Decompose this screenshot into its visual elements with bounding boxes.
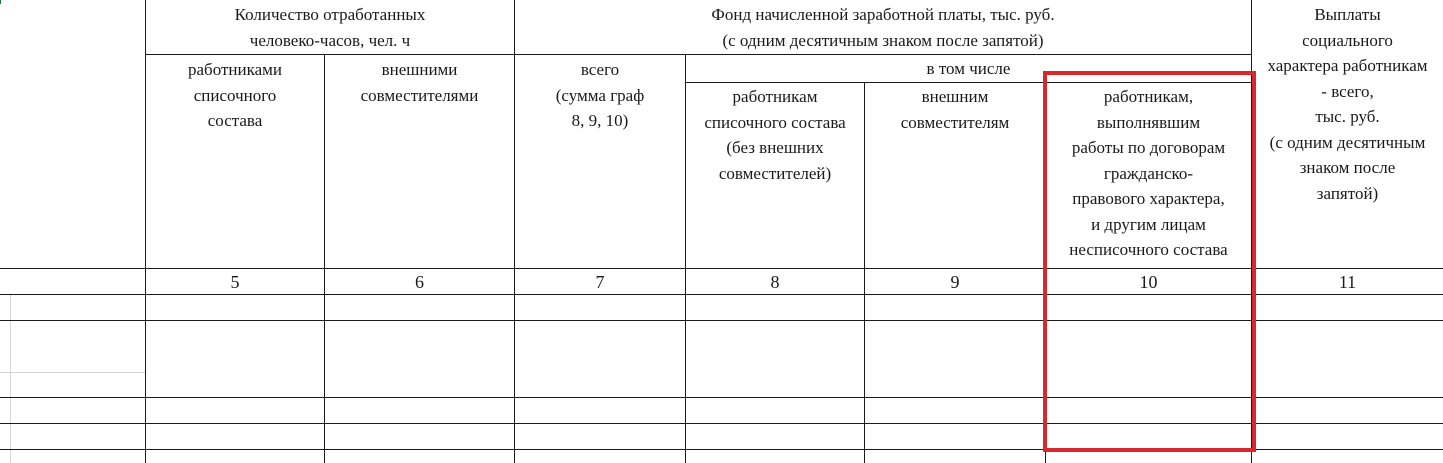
header-col-6: внешними совместителями — [360, 60, 479, 105]
header-col-10: работникам, выполнявшим работы по договорам гражданско- правового характера, и другим лицам несписочного состава — [1069, 87, 1228, 259]
cell-cursor-accent — [0, 0, 1, 4]
column-number-10: 10 — [1139, 272, 1158, 292]
header-hours-worked: Количество отработанных человеко-часов, чел. ч — [234, 5, 426, 50]
column-number-9: 9 — [950, 272, 960, 292]
header-col-9: внешним совместителям — [900, 87, 1010, 132]
column-number-11: 11 — [1338, 272, 1357, 292]
header-col-5: работниками списочного состава — [188, 60, 282, 130]
row-rule — [145, 54, 1251, 55]
header-col-11: Выплаты социального характера работникам - всего, тыс. руб. (с одним десятичным знаком после запятой) — [1267, 5, 1428, 203]
header-col-8: работникам списочного состава (без внешних совместителей) — [704, 87, 846, 183]
header-including: в том числе — [926, 59, 1011, 78]
column-number-5: 5 — [230, 272, 240, 292]
column-number-6: 6 — [415, 272, 424, 292]
column-number-8: 8 — [770, 272, 780, 292]
highlight-box-column-10 — [1043, 71, 1256, 452]
column-number-7: 7 — [595, 272, 605, 292]
gridline — [0, 372, 145, 373]
header-col-7: всего (сумма граф 8, 9, 10) — [555, 60, 645, 130]
header-wage-fund: Фонд начисленной заработной платы, тыс. руб. (с одним десятичным знаком после запятой) — [711, 5, 1055, 50]
